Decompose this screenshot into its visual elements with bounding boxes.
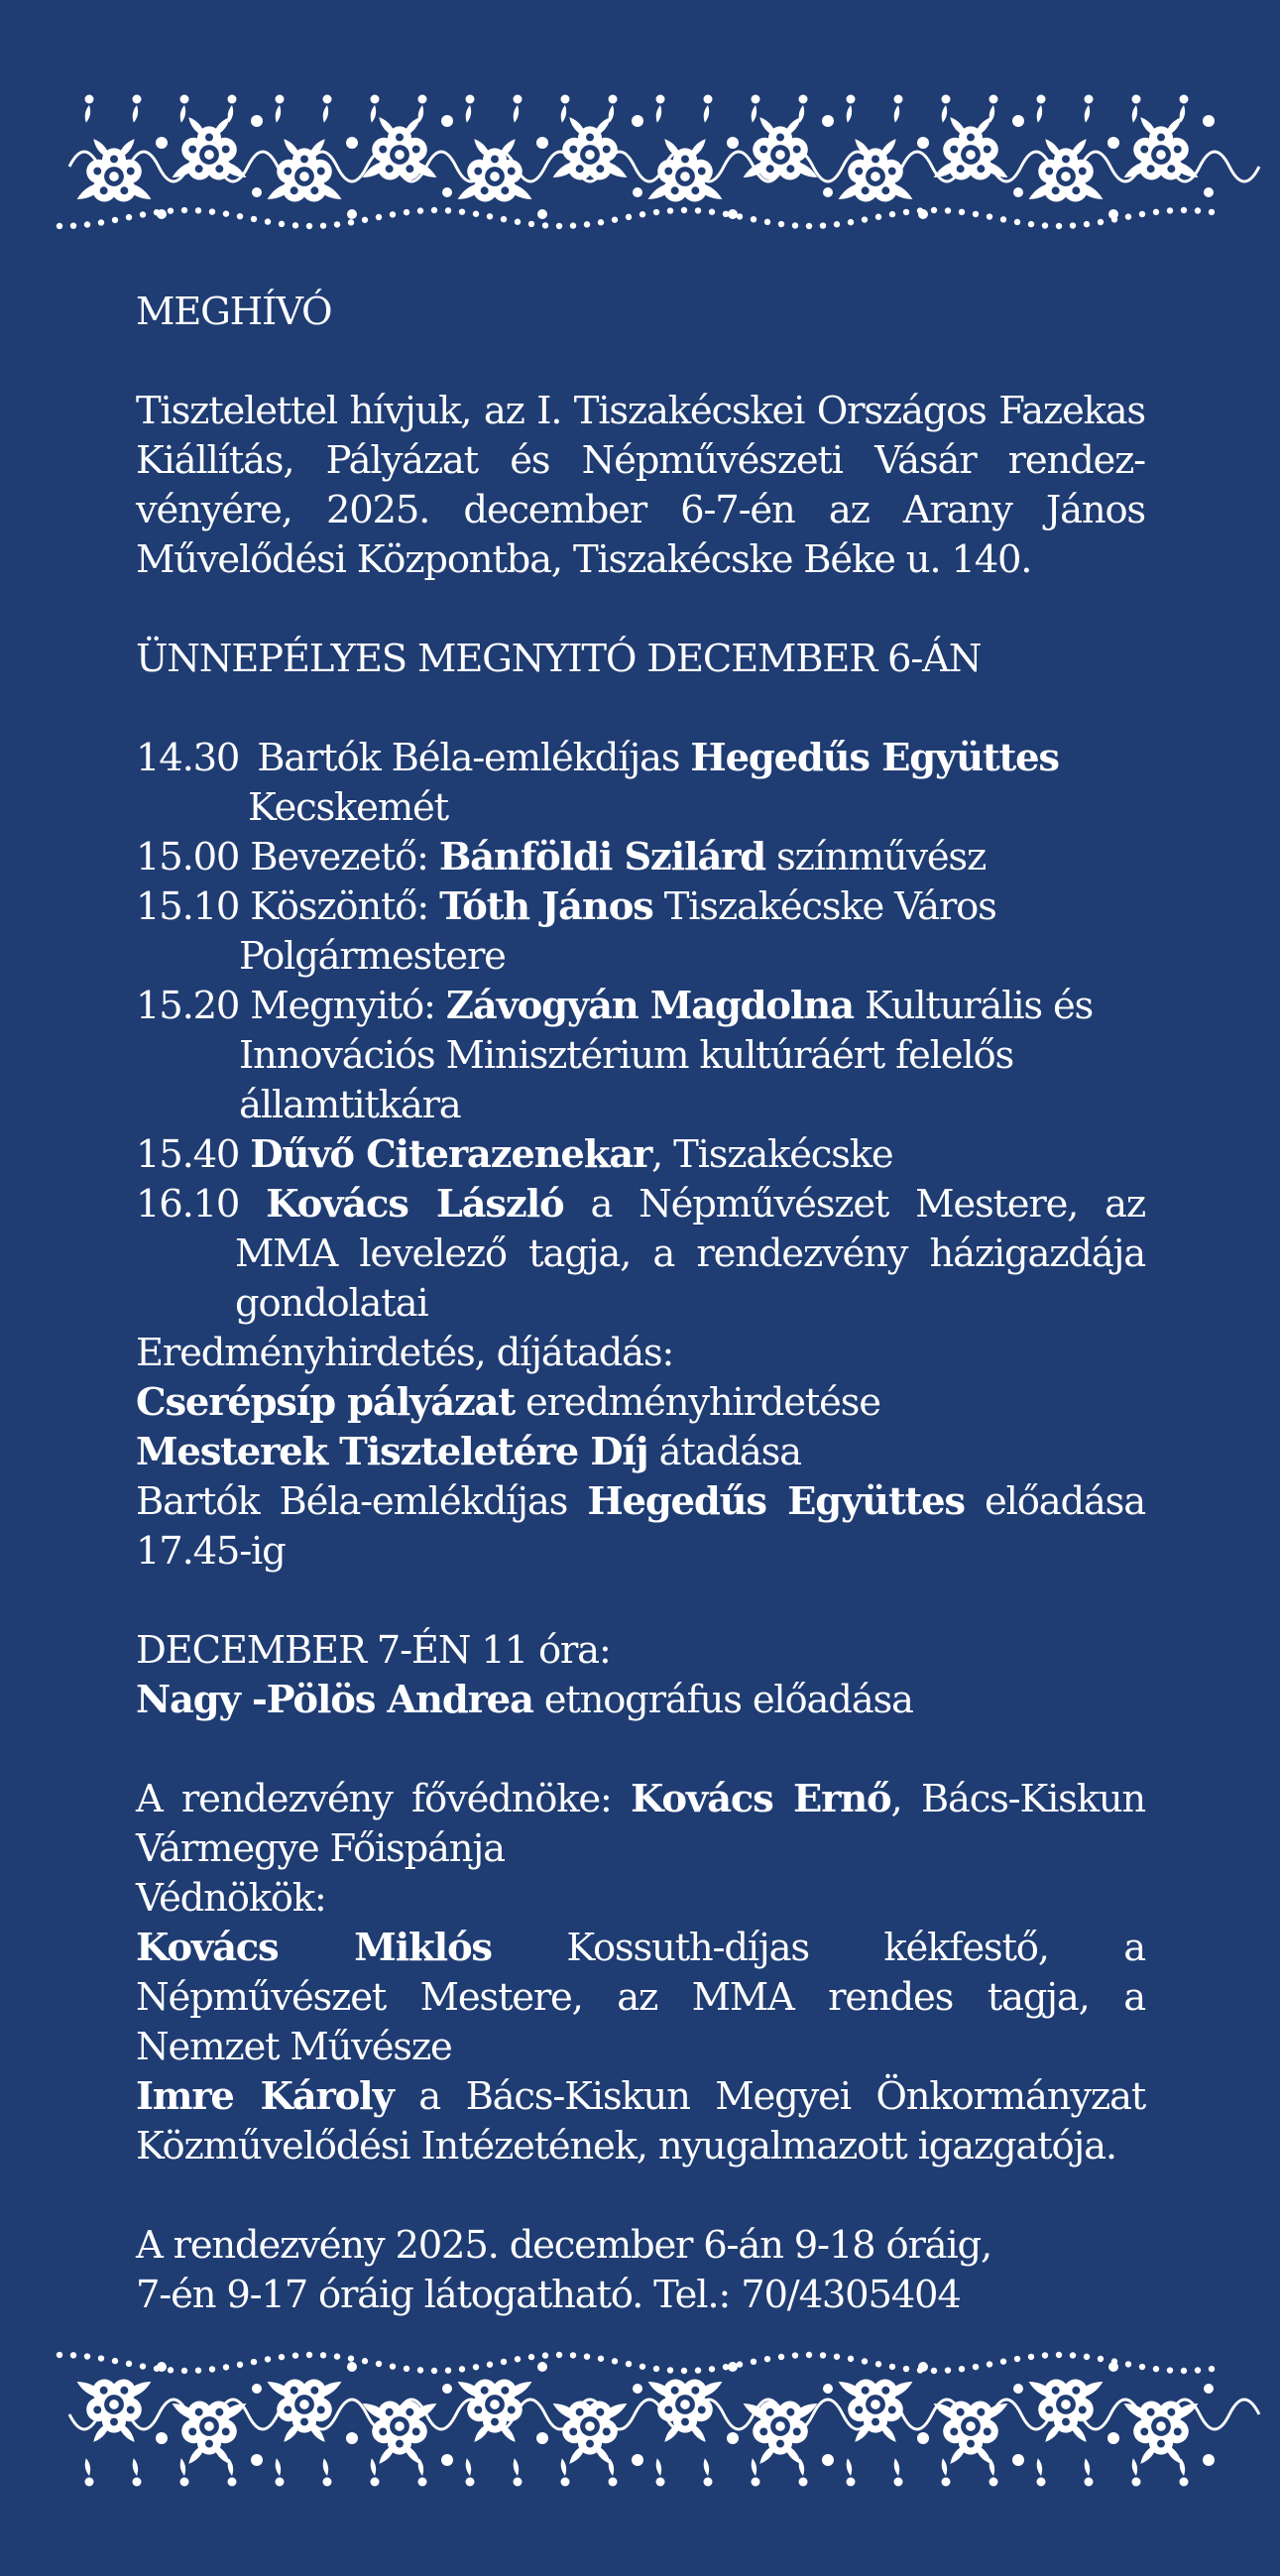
program-item-sub: Kecskemét [248, 785, 448, 830]
day2-section [136, 1626, 1145, 1725]
patrons-heading: Védnökök: [136, 1876, 326, 1921]
day2-heading: DECEMBER 7-ÉN 11 óra: [136, 1628, 611, 1673]
program-item: 15.40 Dűvő Citerazenekar, Tiszakécske [136, 1132, 893, 1177]
invitation-content [136, 288, 1145, 2320]
visiting-line: 7-én 9-17 óráig látogatható. Tel.: 70/4305404 [136, 2273, 961, 2317]
results-section [136, 1329, 1145, 1577]
patron-item: Imre Károly a Bács-Kiskun Megyei Önkormányzat Közművelődési Intézetének, nyugalmazott igazgatója. [136, 2074, 1145, 2168]
results-heading: Eredményhirdetés, díjátadás: [136, 1331, 674, 1375]
program-item: 15.10 Köszöntő: Tóth János Tiszakécske Város Polgármestere [136, 884, 996, 979]
program-item: 16.10 Kovács László a Népművészet Mestere, az MMA levelező tagja, a rendezvény házigazdája gondolatai [136, 1182, 1145, 1326]
result-item: Cserépsíp pályázat eredményhirdetése [136, 1380, 880, 1425]
intro-paragraph: Tisztelettel hívjuk, az I. Tiszakécskei Országos Fazekas Kiállítás, Pályázat és Népművészeti Vásár rendez-vényére, 2025. december 6-7-én az Arany János Művelődési Központba, Tiszakécske Béke u. 140. [136, 389, 1145, 582]
visiting-hours [136, 2221, 1145, 2320]
page-title: MEGHÍVÓ [136, 290, 332, 334]
result-item: Mesterek Tiszteletére Díj átadása [136, 1430, 801, 1474]
program-item: 15.00 Bevezető: Bánföldi Szilárd színművész [136, 835, 987, 879]
visiting-line: A rendezvény 2025. december 6-án 9-18 óráig, [136, 2223, 992, 2268]
patron-item: Kovács Miklós Kossuth-díjas kékfestő, a Népművészet Mestere, az MMA rendes tagja, a Nemzet Művésze [136, 1926, 1146, 2069]
program-item: 14.30 Bartók Béla-emlékdíjas Hegedűs Együttes [136, 736, 1059, 780]
result-item: Bartók Béla-emlékdíjas Hegedűs Együttes előadása 17.45-ig [136, 1479, 1145, 1574]
opening-heading: ÜNNEPÉLYES MEGNYITÓ DECEMBER 6-ÁN [136, 637, 982, 681]
day2-item: Nagy -Pölös Andrea etnográfus előadása [136, 1678, 913, 1722]
program-item: 15.20 Megnyitó: Závogyán Magdolna Kulturális és Innovációs Minisztérium kultúráért felelős államtitkára [136, 984, 1094, 1127]
floral-border-top-icon [0, 77, 1280, 256]
program-list [136, 734, 1145, 1329]
floral-border-bottom-icon [0, 2325, 1280, 2504]
main-patron: A rendezvény fővédnöke: Kovács Ernő, Bács-Kiskun Vármegye Főispánja [136, 1777, 1146, 1871]
patrons-section [136, 1775, 1145, 2171]
